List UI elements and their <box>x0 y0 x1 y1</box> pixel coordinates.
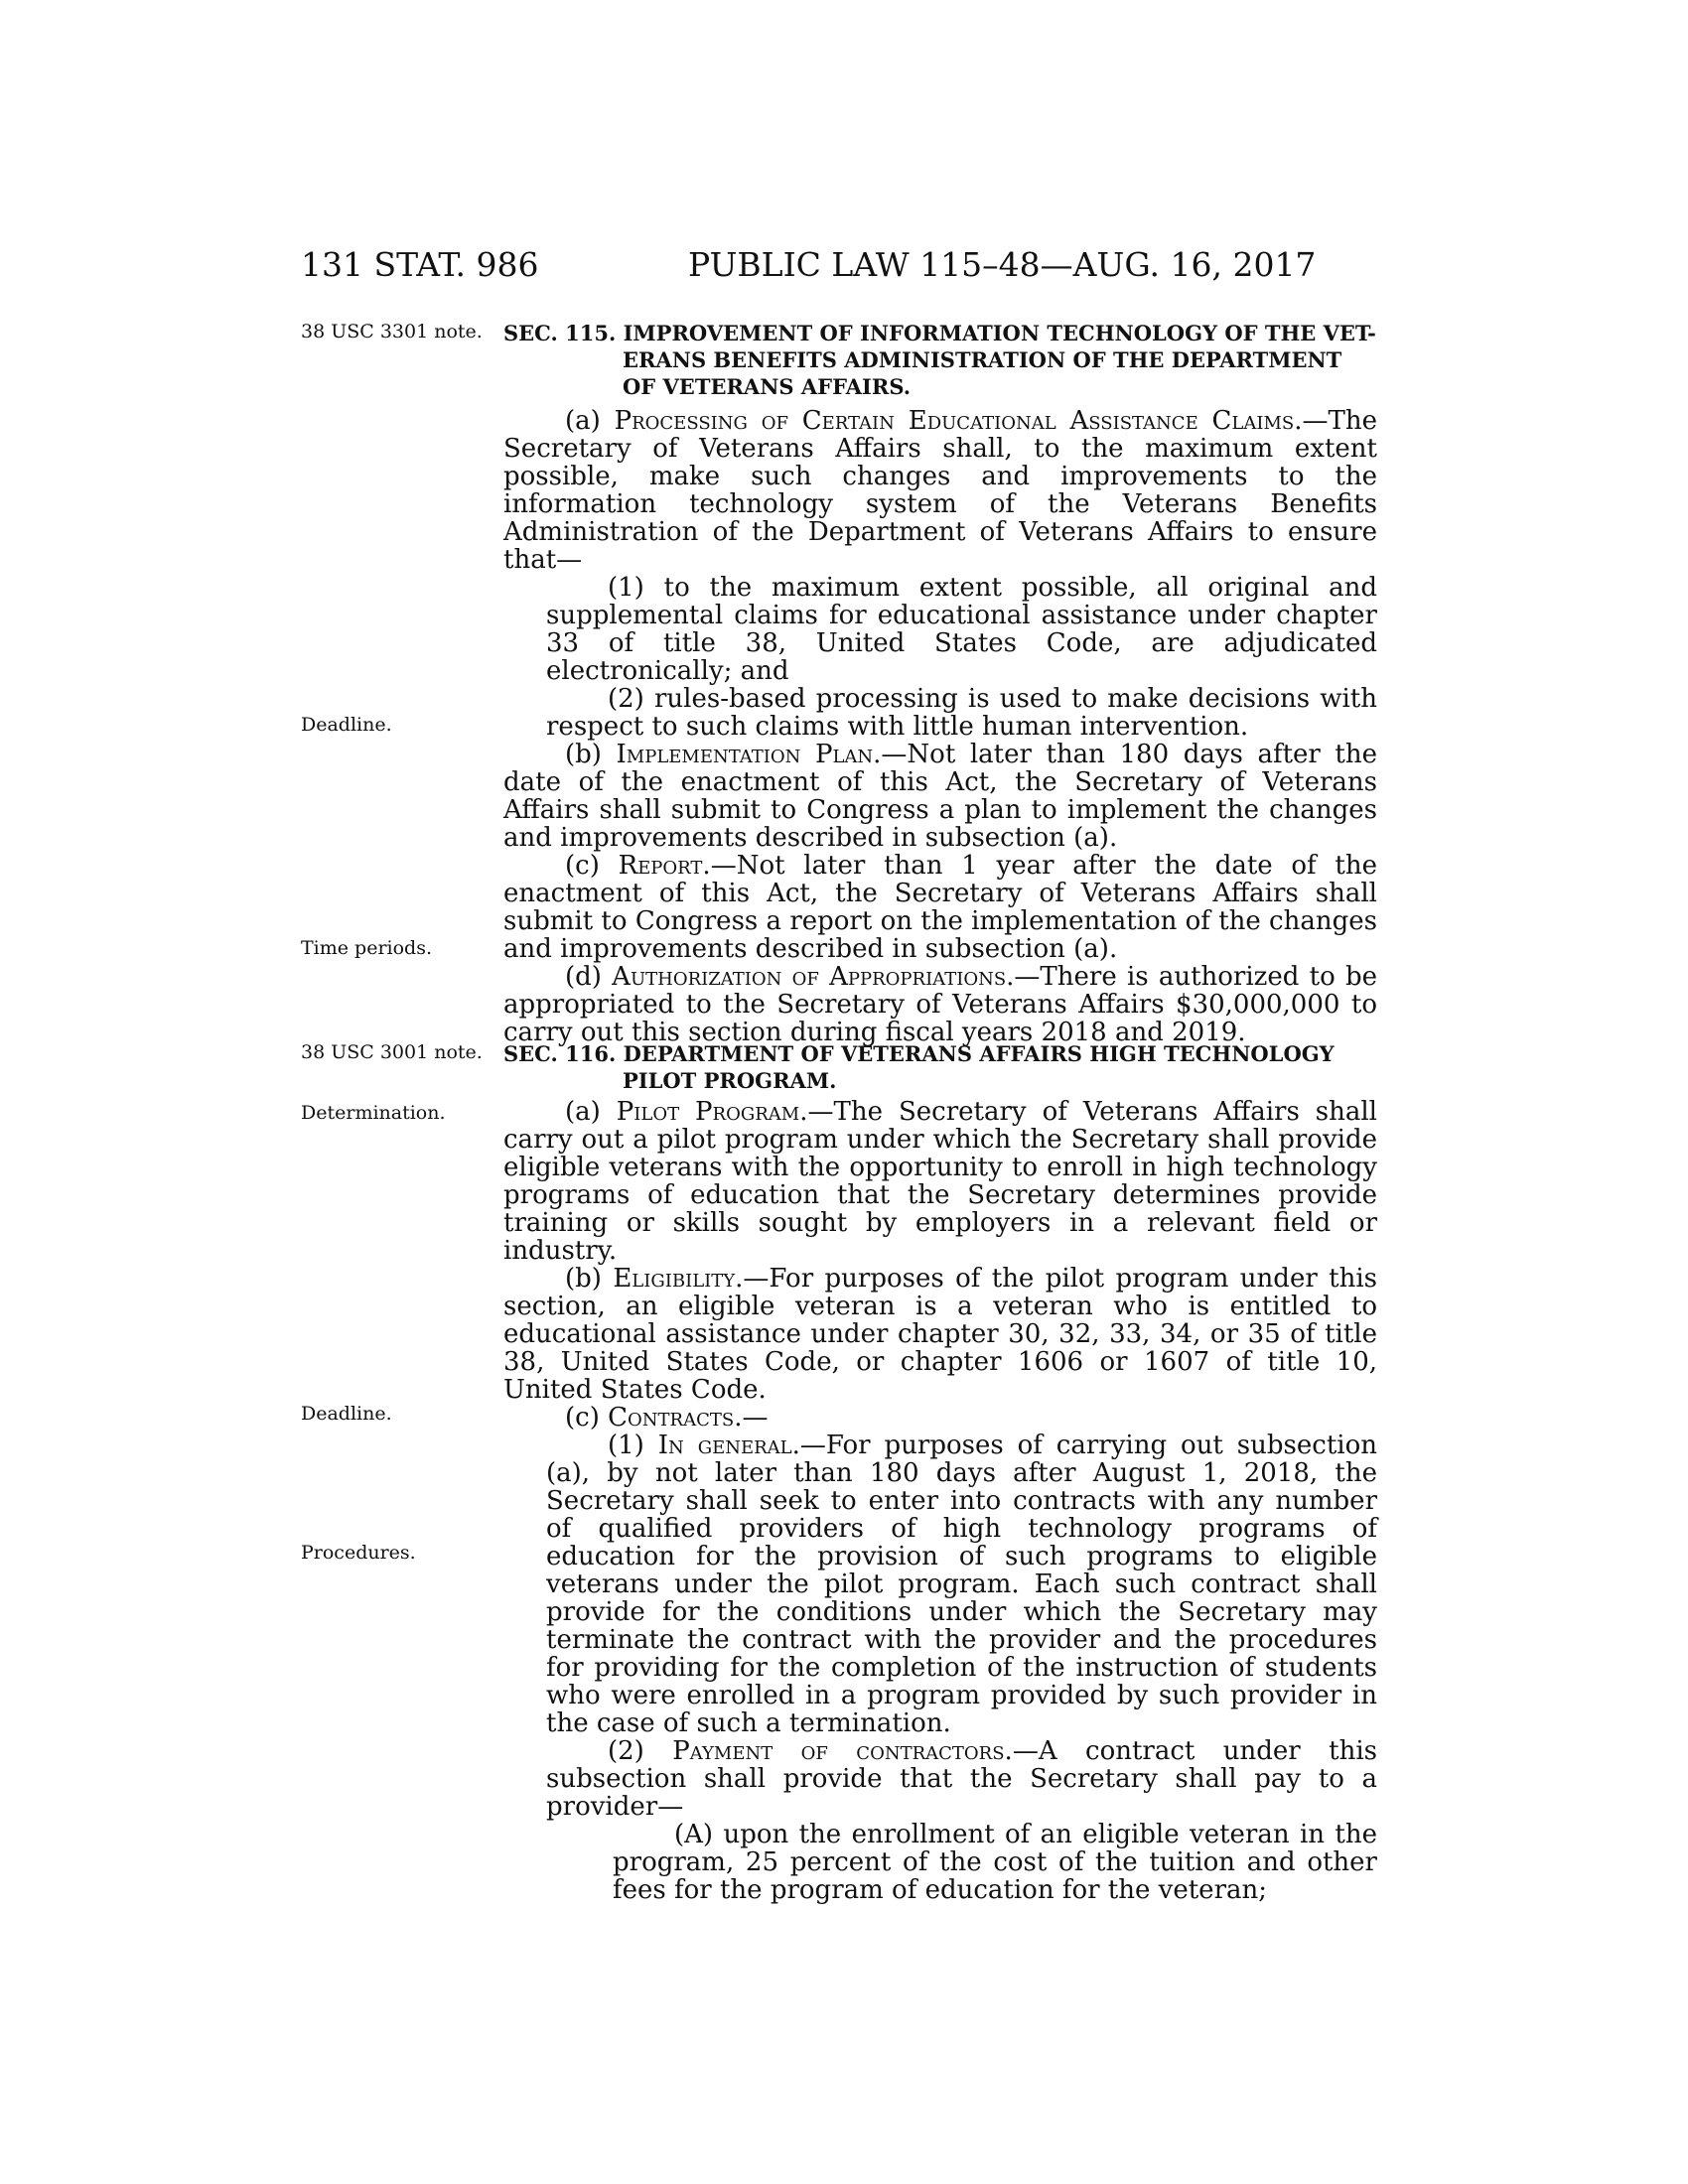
subsection-text: —Not later than 180 days after the date of the enactment of this Act, the Secretary of Veterans Affairs shall submit to Congress a plan to implement the changes and improvements described in subsection (a). <box>503 740 1377 853</box>
page-header <box>301 245 1393 285</box>
subsection-text: —For purposes of the pilot program under this section, an eligible veteran is a veteran who is entitled to educational assistance under chapter 30, 32, 33, 34, or 35 of title 38, United States Code, or chapter 1606 or 1607 of title 10, United States Code. <box>503 1264 1377 1405</box>
subsection-label: (b) <box>565 1264 614 1294</box>
section-heading-line: SEC. 115. IMPROVEMENT OF INFORMATION TECHNOLOGY OF THE VET- <box>503 321 1376 345</box>
subsection-heading: Authorization of Appropriations. <box>612 962 1015 992</box>
subparagraph-c2A: (A) upon the enrollment of an eligible veteran in the program, 25 percent of the cost of the tuition and other fees for the program of education for the veteran; <box>613 1820 1377 1905</box>
paragraph-heading: In general. <box>657 1431 800 1460</box>
subsection-a-pilot-program <box>503 1098 1377 1265</box>
section-115-body <box>503 407 1377 1046</box>
paragraph-c2-payment <box>503 1737 1377 1821</box>
subsection-label: (d) <box>565 962 613 992</box>
subsection-b-eligibility <box>503 1265 1377 1404</box>
paragraph-label: (2) <box>608 1736 673 1766</box>
margin-note-sec115-citation: 38 USC 3301 note. <box>301 321 483 342</box>
subsection-text: —There is authorized to be appropriated to the Secretary of Veterans Affairs $30,000,000 to carry out this section during fiscal years 2018 and 2019. <box>503 962 1377 1047</box>
subsection-heading: Report. <box>618 851 711 881</box>
subsection-text: —The Secretary of Veterans Affairs shall carry out a pilot program under which the Secretary shall provide eligible veterans with the opportunity to enroll in high technology programs of education that the Secretary determines provide training or skills sought by employers in a relevant field or industry. <box>503 1097 1377 1266</box>
margin-note-deadline: Deadline. <box>301 1403 392 1425</box>
margin-note-deadline: Deadline. <box>301 714 392 736</box>
subsection-heading: Eligibility. <box>613 1264 744 1294</box>
paragraph-heading: Payment of contractors. <box>672 1736 1013 1766</box>
section-116-heading <box>503 1040 1377 1094</box>
paragraph-c1-in-general <box>503 1432 1377 1737</box>
subsection-c-contracts <box>503 1404 1377 1432</box>
subsection-text: —Not later than 1 year after the date of the enactment of this Act, the Secretary of Veterans Affairs shall submit to Congress a report on the implementation of the changes and improvements described in subsection (a). <box>503 851 1377 964</box>
margin-note-time-periods: Time periods. <box>301 937 433 959</box>
subsection-d-authorization <box>503 963 1377 1046</box>
section-heading-continuation: PILOT PROGRAM. <box>623 1068 837 1093</box>
margin-note-procedures: Procedures. <box>301 1542 416 1564</box>
subsection-c-report <box>503 852 1377 963</box>
subsection-heading: Implementation Plan. <box>616 740 882 769</box>
subsection-label: (c) <box>565 851 619 881</box>
subsection-heading: Processing of Certain Educational Assistance Claims. <box>614 406 1303 436</box>
subsection-label: (b) <box>565 740 617 769</box>
subsection-label: (a) <box>565 1097 617 1127</box>
subsection-b-implementation-plan <box>503 741 1377 852</box>
margin-note-determination: Determination. <box>301 1102 446 1124</box>
subsection-text: —The Secretary of Veterans Affairs shall, to the maximum extent possible, make such changes and improvements to the information technology system of the Veterans Benefits Administration of the Department of Veterans Affairs to ensure that— <box>503 406 1377 575</box>
subsection-heading: Contracts. <box>608 1403 743 1433</box>
subsection-label: (a) <box>565 406 615 436</box>
subsection-label: (c) <box>565 1403 609 1433</box>
public-law-title: PUBLIC LAW 115–48—AUG. 16, 2017 <box>688 245 1317 284</box>
section-115-heading <box>503 320 1377 400</box>
paragraph-text: —A contract under this subsection shall provide that the Secretary shall pay to a provider— <box>546 1736 1378 1822</box>
section-heading-line: SEC. 116. DEPARTMENT OF VETERANS AFFAIRS HIGH TECHNOLOGY <box>503 1041 1335 1066</box>
paragraph-a2: (2) rules-based processing is used to make decisions with respect to such claims with little human intervention. <box>546 684 1377 742</box>
section-heading-continuation: ERANS BENEFITS ADMINISTRATION OF THE DEPARTMENT OF VETERANS AFFAIRS. <box>623 347 1342 399</box>
stat-page-number: 131 STAT. 986 <box>301 245 539 284</box>
margin-note-sec116-citation: 38 USC 3001 note. <box>301 1041 483 1063</box>
subsection-a-processing <box>503 407 1377 574</box>
subsection-heading: Pilot Program. <box>616 1097 808 1127</box>
paragraph-label: (1) <box>608 1431 658 1460</box>
subsection-text: — <box>742 1403 769 1433</box>
paragraph-a1: (1) to the maximum extent possible, all original and supplemental claims for educational assistance under chapter 33 of title 38, United States Code, are adjudicated electronically; and <box>546 573 1377 686</box>
paragraph-text: —For purposes of carrying out subsection (a), by not later than 180 days after August 1, 2018, the Secretary shall seek to enter into contracts with any number of qualified providers of high technology programs of education for the provision of such programs to eligible veterans under the pilot program. Each such contract shall provide for the conditions under which the Secretary may terminate the contract with the provider and the procedures for providing for the completion of the instruction of students who were enrolled in a program provided by such provider in the case of such a termination. <box>546 1431 1377 1738</box>
section-116-body <box>503 1098 1377 1904</box>
